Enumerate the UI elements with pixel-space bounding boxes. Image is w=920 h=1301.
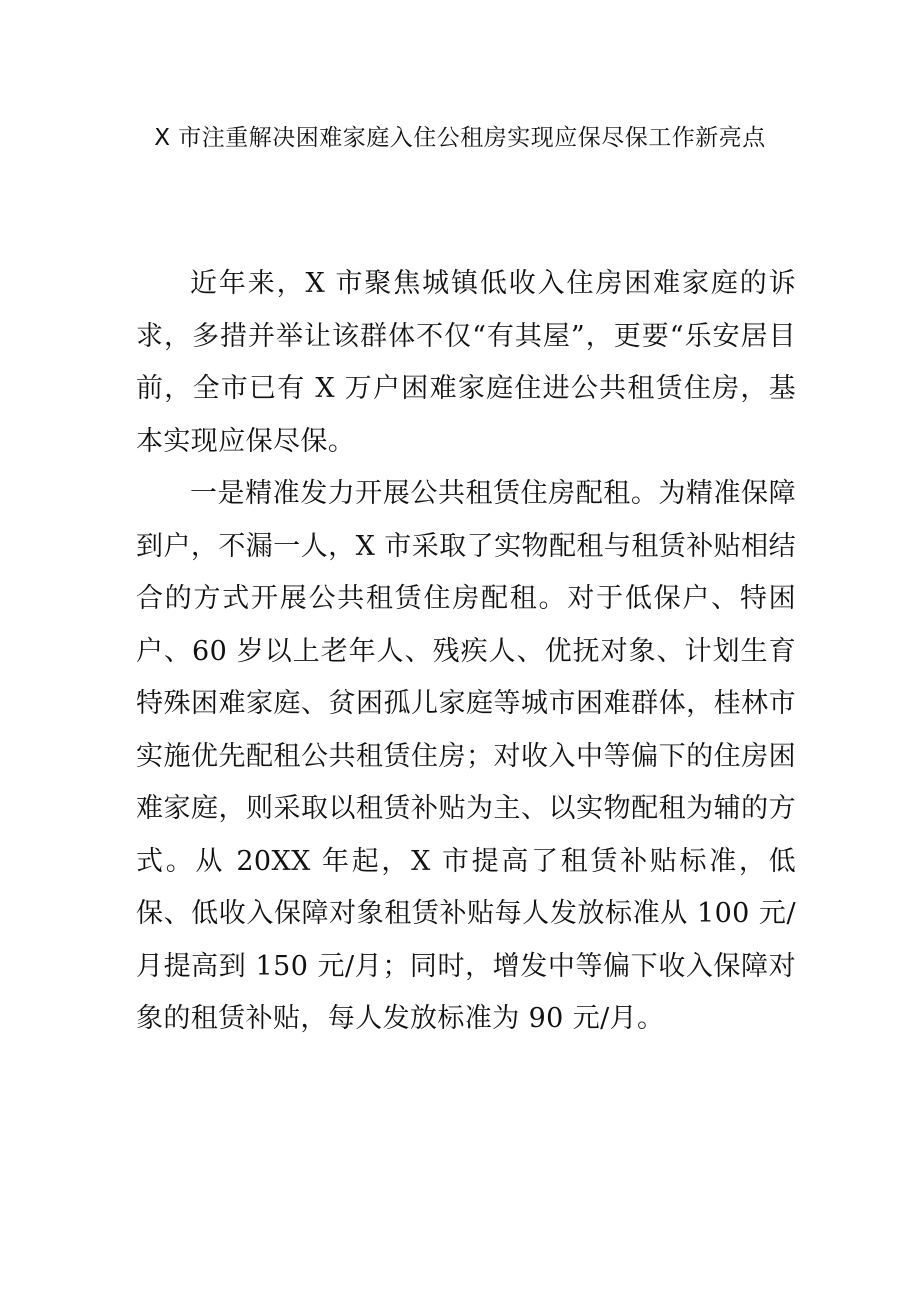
document-title: X 市注重解决困难家庭入住公租房实现应保尽保工作新亮点	[154, 125, 766, 151]
paragraph-intro: 近年来，X 市聚焦城镇低收入住房困难家庭的诉求，多措并举让该群体不仅“有其屋”，更要“乐安居目前，全市已有 X 万户困难家庭住进公共租赁住房，基本实现应保尽保。	[136, 268, 796, 457]
document-body	[136, 258, 796, 1046]
paragraph-rental-allocation: 一是精准发力开展公共租赁住房配租。为精准保障到户，不漏一人，X 市采取了实物配租与租赁补贴相结合的方式开展公共租赁住房配租。对于低保户、特困户、60 岁以上老年人、残疾人、优抚对象、计划生育特殊困难家庭、贫困孤儿家庭等城市困难群体，桂林市实施优先配租公共租赁住房；对收入中等偏下的住房困难家庭，则采取以租赁补贴为主、以实物配租为辅的方式。从 20XX 年起，X 市提高了租赁补贴标准，低保、低收入保障对象租赁补贴每人发放标准从 100 元/月提高到 150 元/月；同时，增发中等偏下收入保障对象的租赁补贴，每人发放标准为 90 元/月。	[136, 478, 796, 1034]
